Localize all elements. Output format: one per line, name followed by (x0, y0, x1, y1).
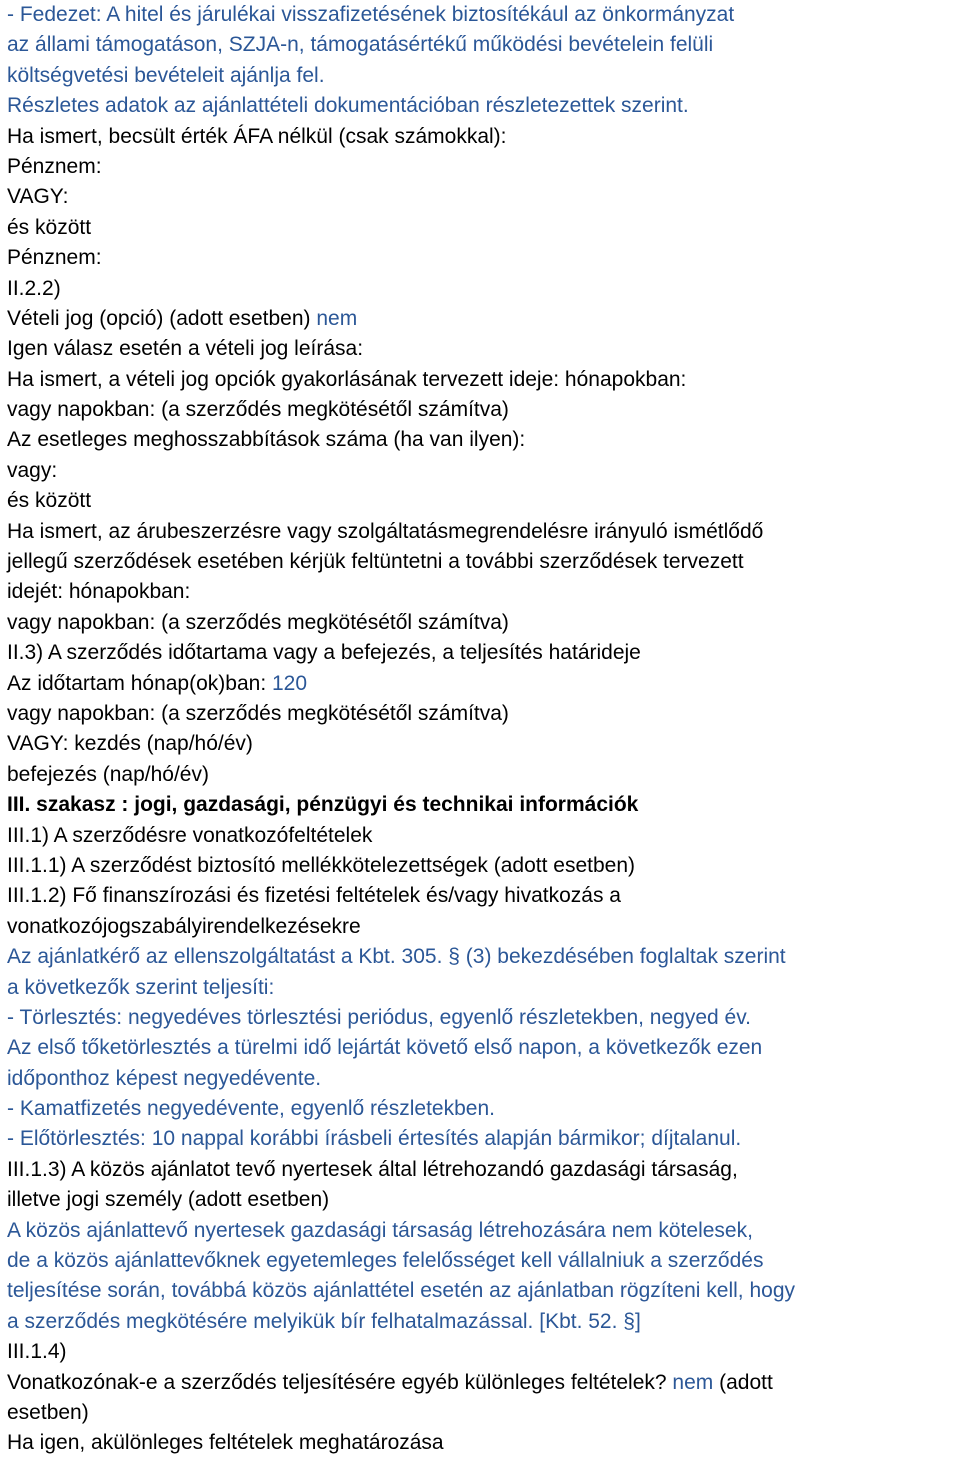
text-segment: III.1.1) A szerződést biztosító mellékkötelezettségek (adott esetben) (7, 853, 636, 877)
text-line (7, 91, 960, 121)
text-segment: Az első tőketörlesztés a türelmi idő lejártát követő első napon, a következők ezen (7, 1036, 763, 1060)
text-segment: esetben) (7, 1400, 89, 1424)
text-segment: Ha igen, akülönleges feltételek meghatározása (7, 1431, 444, 1455)
text-line (7, 1094, 960, 1124)
text-segment: a szerződés megkötésére melyikük bír felhatalmazással. [Kbt. 52. §] (7, 1309, 641, 1333)
text-line (7, 821, 960, 851)
text-segment: - Törlesztés: negyedéves törlesztési periódus, egyenlő részletekben, negyed év. (7, 1005, 751, 1029)
text-line (7, 243, 960, 273)
text-line (7, 1246, 960, 1276)
text-segment: Vonatkozónak-e a szerződés teljesítésére egyéb különleges feltételek? (7, 1370, 673, 1394)
text-line (7, 577, 960, 607)
text-segment: Igen válasz esetén a vételi jog leírása: (7, 337, 364, 361)
text-segment: Az esetleges meghosszabbítások száma (ha van ilyen): (7, 428, 526, 452)
text-line (7, 1216, 960, 1246)
text-line (7, 1003, 960, 1033)
text-segment: vagy napokban: (a szerződés megkötésétől számítva) (7, 398, 509, 422)
text-segment: III.1.4) (7, 1340, 67, 1364)
text-line (7, 669, 960, 699)
text-segment: nem (672, 1370, 714, 1394)
text-segment: vonatkozójogszabályirendelkezésekre (7, 914, 361, 938)
text-line (7, 1398, 960, 1428)
text-line (7, 1124, 960, 1154)
text-segment: befejezés (nap/hó/év) (7, 762, 209, 786)
text-line (7, 182, 960, 212)
text-segment: nem (316, 306, 358, 330)
text-line (7, 274, 960, 304)
text-segment: Vételi jog (opció) (adott esetben) (7, 306, 317, 330)
text-segment: vagy: (7, 458, 58, 482)
text-line (7, 1337, 960, 1367)
text-segment: VAGY: kezdés (nap/hó/év) (7, 732, 253, 756)
text-segment: Ha ismert, becsült érték ÁFA nélkül (csak számokkal): (7, 124, 507, 148)
text-line (7, 365, 960, 395)
text-line (7, 638, 960, 668)
text-line (7, 30, 960, 60)
text-line (7, 456, 960, 486)
text-line (7, 912, 960, 942)
text-segment: VAGY: (7, 185, 69, 209)
text-line (7, 1064, 960, 1094)
text-segment: A közös ajánlattevő nyertesek gazdasági társaság létrehozására nem kötelesek, (7, 1218, 753, 1242)
text-segment: vagy napokban: (a szerződés megkötésétől számítva) (7, 701, 509, 725)
text-line (7, 152, 960, 182)
text-segment: teljesítése során, továbbá közös ajánlattétel esetén az ajánlatban rögzíteni kell, hogy (7, 1279, 796, 1303)
text-line (7, 1276, 960, 1306)
text-segment: Ha ismert, az árubeszerzésre vagy szolgáltatásmegrendelésre irányuló ismétlődő (7, 519, 764, 543)
text-line (7, 1307, 960, 1337)
text-line (7, 1368, 960, 1398)
text-line (7, 881, 960, 911)
text-line (7, 699, 960, 729)
text-segment: - Kamatfizetés negyedévente, egyenlő részletekben. (7, 1097, 495, 1121)
text-segment: III.1) A szerződésre vonatkozófeltételek (7, 823, 373, 847)
text-segment: és között (7, 489, 92, 513)
section-heading: III. szakasz : jogi, gazdasági, pénzügyi és technikai információk (7, 793, 639, 817)
text-line (7, 1155, 960, 1185)
text-segment: II.3) A szerződés időtartama vagy a befejezés, a teljesítés határideje (7, 641, 641, 665)
text-line (7, 61, 960, 91)
text-segment: Az időtartam hónap(ok)ban: (7, 671, 272, 695)
text-segment: - Előtörlesztés: 10 nappal korábbi írásbeli értesítés alapján bármikor; díjtalanul. (7, 1127, 742, 1151)
text-segment: időponthoz képest negyedévente. (7, 1066, 322, 1090)
text-segment: 120 (271, 671, 308, 695)
text-line (7, 1428, 960, 1458)
text-segment: II.2.2) (7, 276, 61, 300)
text-line (7, 1185, 960, 1215)
text-segment: III.1.2) Fő finanszírozási és fizetési feltételek és/vagy hivatkozás a (7, 884, 621, 908)
text-segment: illetve jogi személy (adott esetben) (7, 1188, 330, 1212)
text-segment: Pénznem: (7, 246, 102, 270)
text-segment: az állami támogatáson, SZJA-n, támogatásértékű működési bevételein felüli (7, 33, 714, 57)
text-line (7, 486, 960, 516)
text-segment: - Fedezet: A hitel és járulékai visszafizetésének biztosítékául az önkormányzat (7, 3, 735, 26)
text-line (7, 608, 960, 638)
text-segment: de a közös ajánlattevőknek egyetemleges felelősséget kell vállalniuk a szerződés (7, 1249, 764, 1273)
text-line (7, 942, 960, 972)
text-segment: idejét: hónapokban: (7, 580, 191, 604)
text-segment: a következők szerint teljesíti: (7, 975, 275, 999)
text-line (7, 122, 960, 152)
text-line (7, 334, 960, 364)
text-segment: jellegű szerződések esetében kérjük feltüntetni a további szerződések tervezett (7, 550, 744, 574)
text-segment: és között (7, 215, 92, 239)
text-line (7, 425, 960, 455)
text-line (7, 790, 960, 820)
text-line (7, 517, 960, 547)
text-segment: Pénznem: (7, 154, 102, 178)
text-line (7, 213, 960, 243)
text-segment: vagy napokban: (a szerződés megkötésétől számítva) (7, 610, 509, 634)
text-segment: III.1.3) A közös ajánlatot tevő nyertesek által létrehozandó gazdasági társaság, (7, 1157, 738, 1181)
text-line (7, 851, 960, 881)
text-line (7, 760, 960, 790)
text-line (7, 0, 960, 30)
text-line (7, 547, 960, 577)
text-segment: Ha ismert, a vételi jog opciók gyakorlásának tervezett ideje: hónapokban: (7, 367, 687, 391)
text-segment: Az ajánlatkérő az ellenszolgáltatást a Kbt. 305. § (3) bekezdésében foglaltak szerint (7, 945, 786, 969)
text-line (7, 729, 960, 759)
text-segment: Részletes adatok az ajánlattételi dokumentációban részletezettek szerint. (7, 94, 689, 118)
text-line (7, 395, 960, 425)
text-line (7, 304, 960, 334)
text-line (7, 1033, 960, 1063)
text-line (7, 973, 960, 1003)
text-segment: (adott (713, 1370, 773, 1394)
text-segment: költségvetési bevételeit ajánlja fel. (7, 63, 325, 87)
